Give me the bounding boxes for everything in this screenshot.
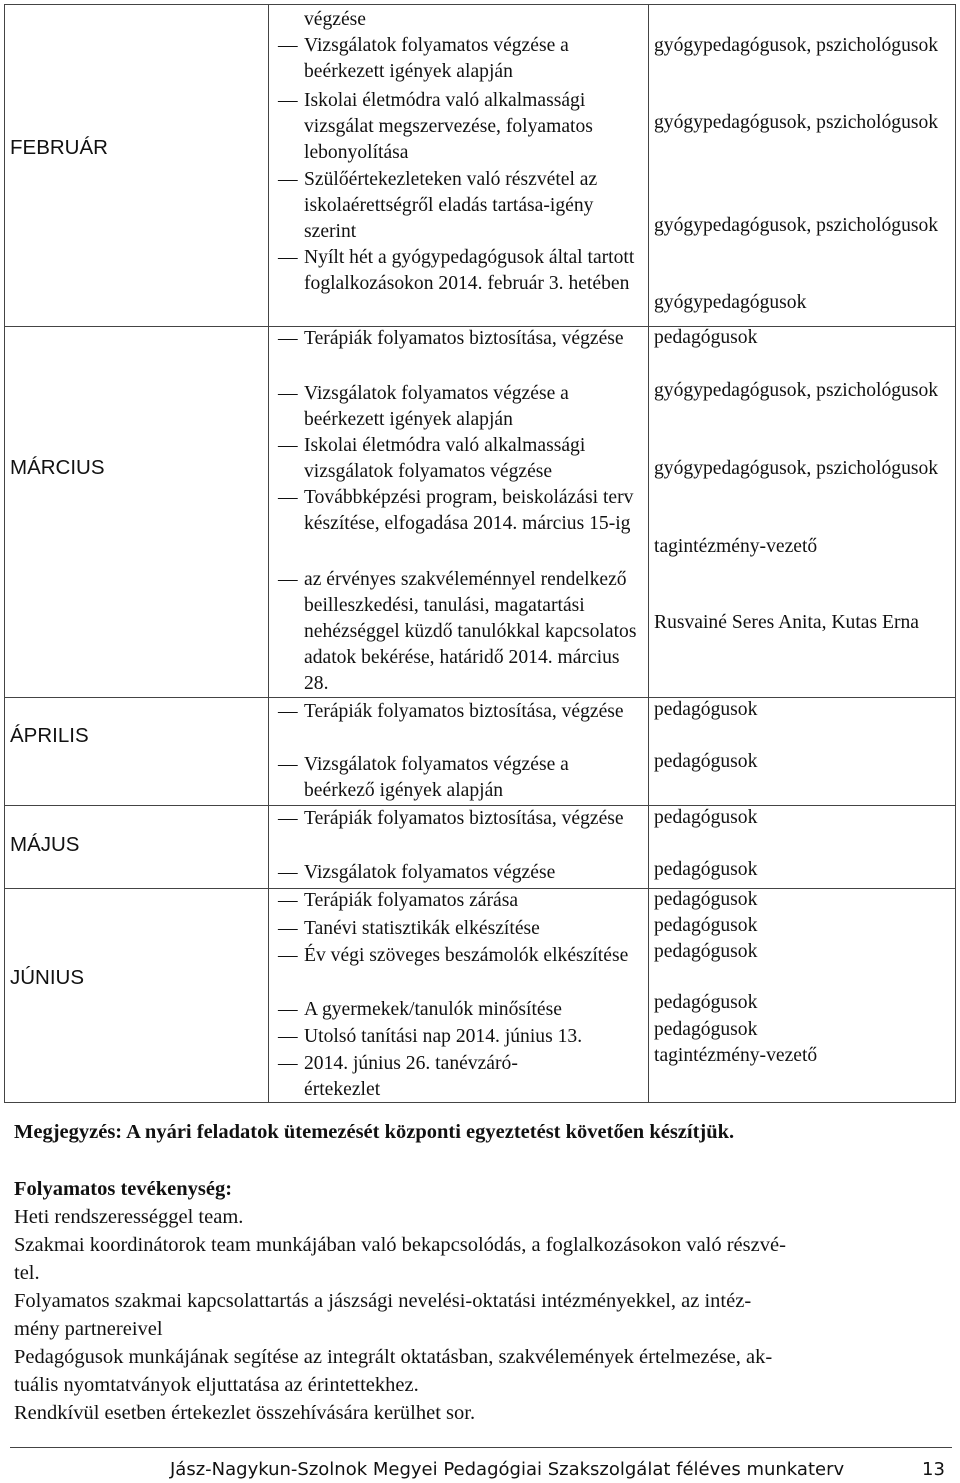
summer-note: Megjegyzés: A nyári feladatok ütemezését központi egyeztetést követően készítjük.: [14, 1121, 735, 1143]
task-item: [272, 33, 642, 85]
dash-marker: —: [278, 808, 298, 829]
responsible-entry: pedagógusok: [654, 992, 758, 1013]
footer-rule: [10, 1447, 952, 1448]
column-divider: [648, 5, 649, 1102]
task-item: [272, 7, 642, 33]
task-text: Terápiák folyamatos biztosítása, végzése: [304, 808, 624, 829]
task-text: 2014. június 26. tanévzáró-értekezlet: [304, 1053, 518, 1100]
responsible-entry: pedagógusok: [654, 915, 758, 936]
task-text: Nyílt hét a gyógypedagógusok által tartott foglalkozásokon 2014. február 3. hetében: [304, 247, 635, 294]
responsible-entry: pedagógusok: [654, 1019, 758, 1040]
dash-marker: —: [278, 918, 298, 939]
dash-marker: —: [278, 247, 298, 268]
dash-marker: —: [278, 1026, 298, 1047]
responsible-entry: gyógypedagógusok: [654, 292, 807, 313]
task-text: Év végi szöveges beszámolók elkészítése: [304, 945, 629, 966]
continuous-line: Szakmai koordinátorok team munkájában való bekapcsolódás, a foglalkozásokon való részvé-: [14, 1234, 786, 1256]
task-item: [272, 1024, 642, 1050]
task-item: [272, 699, 642, 725]
dash-marker: —: [278, 169, 298, 190]
responsible-entry: gyógypedagógusok, pszichológusok: [654, 458, 939, 479]
task-item: [272, 567, 642, 697]
dash-marker: —: [278, 862, 298, 883]
responsible-entry: gyógypedagógusok, pszichológusok: [654, 380, 939, 401]
responsible-entry: tagintézmény-vezető: [654, 1045, 818, 1066]
task-item: [272, 485, 642, 537]
continuous-heading: Folyamatos tevékenység:: [14, 1178, 233, 1200]
responsible-entry: tagintézmény-vezető: [654, 536, 818, 557]
dash-marker: —: [278, 328, 298, 349]
task-text: Tanévi statisztikák elkészítése: [304, 918, 540, 939]
responsible-entry: pedagógusok: [654, 859, 758, 880]
task-item: [272, 88, 642, 166]
dash-marker: —: [278, 890, 298, 911]
continuous-line: mény partnereivel: [14, 1318, 163, 1340]
responsible-entry: gyógypedagógusok, pszichológusok: [654, 35, 939, 56]
dash-marker: —: [278, 701, 298, 722]
responsible-entry: pedagógusok: [654, 751, 758, 772]
responsible-entry: pedagógusok: [654, 941, 758, 962]
task-item: [272, 167, 642, 245]
task-item: [272, 1051, 642, 1103]
responsible-entry: pedagógusok: [654, 699, 758, 720]
task-text: Iskolai életmódra való alkalmassági vizsgálat megszervezése, folyamatos lebonyolítása: [304, 90, 593, 163]
task-item: [272, 888, 642, 914]
task-item: [272, 381, 642, 433]
continuous-line: tuális nyomtatványok eljuttatása az érintettekhez.: [14, 1374, 419, 1396]
continuous-line: Folyamatos szakmai kapcsolattartás a jászsági nevelési-oktatási intézményekkel, az intéz-: [14, 1290, 752, 1312]
dash-marker: —: [278, 35, 298, 56]
dash-marker: —: [278, 435, 298, 456]
continuous-line: Rendkívül esetben értekezlet összehívására kerülhet sor.: [14, 1402, 476, 1424]
task-text: Vizsgálatok folyamatos végzése a beérkezett igények alapján: [304, 35, 569, 82]
task-text: végzése: [304, 9, 367, 30]
page-number: 13: [922, 1459, 945, 1480]
dash-marker: —: [278, 999, 298, 1020]
responsible-entry: Rusvainé Seres Anita, Kutas Erna: [654, 612, 920, 633]
task-text: Utolsó tanítási nap 2014. június 13.: [304, 1026, 583, 1047]
task-item: [272, 806, 642, 832]
dash-marker: —: [278, 487, 298, 508]
task-item: [272, 997, 642, 1023]
month-label-march: MÁRCIUS: [10, 456, 105, 479]
task-item: [272, 433, 642, 485]
task-item: [272, 943, 642, 969]
dash-marker: —: [278, 90, 298, 111]
task-text: Továbbképzési program, beiskolázási terv készítése, elfogadása 2014. március 15-ig: [304, 487, 634, 534]
task-item: [272, 326, 642, 352]
task-item: [272, 916, 642, 942]
continuous-line: Heti rendszerességgel team.: [14, 1206, 244, 1228]
task-item: [272, 752, 642, 804]
continuous-line: tel.: [14, 1262, 40, 1284]
task-item: [272, 860, 642, 886]
dash-marker: —: [278, 754, 298, 775]
continuous-line: Pedagógusok munkájának segítése az integrált oktatásban, szakvélemények értelmezése, ak-: [14, 1346, 773, 1368]
task-text: Terápiák folyamatos biztosítása, végzése: [304, 328, 624, 349]
dash-marker: —: [278, 569, 298, 590]
dash-marker: —: [278, 383, 298, 404]
task-text: Iskolai életmódra való alkalmassági vizsgálatok folyamatos végzése: [304, 435, 586, 482]
responsible-entry: gyógypedagógusok, pszichológusok: [654, 112, 939, 133]
footer-title: Jász-Nagykun-Szolnok Megyei Pedagógiai Szakszolgálat féléves munkaterv: [170, 1459, 845, 1480]
task-item: [272, 245, 642, 297]
task-text: A gyermekek/tanulók minősítése: [304, 999, 562, 1020]
task-text: Szülőértekezleteken való részvétel az iskolaérettségről eladás tartása-igény szerint: [304, 169, 598, 242]
month-label-may: MÁJUS: [10, 833, 80, 856]
task-text: az érvényes szakvéleménnyel rendelkező beilleszkedési, tanulási, magatartási nehézséggel küzdő tanulókkal kapcsolatos adatok bekérése, határidő 2014. március 28.: [304, 569, 637, 694]
month-label-april: ÁPRILIS: [10, 724, 89, 747]
task-text: Terápiák folyamatos zárása: [304, 890, 519, 911]
responsible-entry: pedagógusok: [654, 889, 758, 910]
responsible-entry: gyógypedagógusok, pszichológusok: [654, 215, 939, 236]
dash-marker: —: [278, 945, 298, 966]
dash-marker: —: [278, 1053, 298, 1074]
responsible-entry: pedagógusok: [654, 807, 758, 828]
task-text: Vizsgálatok folyamatos végzése a beérkező igények alapján: [304, 754, 569, 801]
task-text: Terápiák folyamatos biztosítása, végzése: [304, 701, 624, 722]
task-text: Vizsgálatok folyamatos végzése: [304, 862, 556, 883]
month-label-june: JÚNIUS: [10, 966, 85, 989]
responsible-entry: pedagógusok: [654, 327, 758, 348]
task-text: Vizsgálatok folyamatos végzése a beérkezett igények alapján: [304, 383, 569, 430]
column-divider: [268, 5, 269, 1102]
month-label-february: FEBRUÁR: [10, 136, 108, 159]
